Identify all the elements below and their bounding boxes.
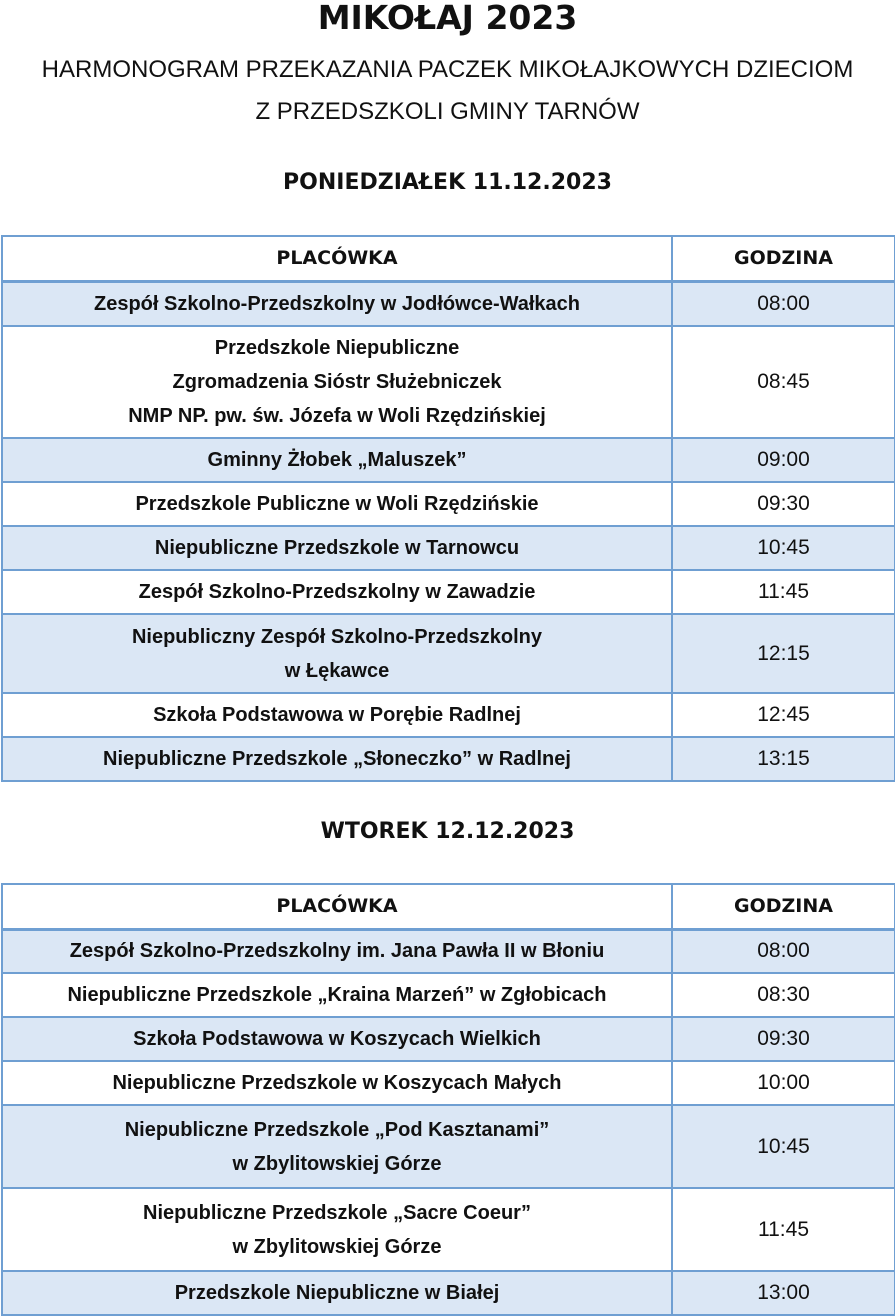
institution-cell bbox=[2, 614, 672, 693]
institution-cell bbox=[2, 1271, 672, 1315]
institution-name-line: Przedszkole Publiczne w Woli Rzędzińskie bbox=[135, 493, 539, 515]
table-row bbox=[2, 973, 895, 1017]
table-row bbox=[2, 482, 895, 526]
time-cell: 08:45 bbox=[672, 326, 895, 438]
institution-cell bbox=[2, 1105, 672, 1188]
table-row bbox=[2, 1017, 895, 1061]
time-cell: 09:30 bbox=[672, 482, 895, 526]
day-heading-monday: PONIEDZIAŁEK 11.12.2023 bbox=[283, 170, 612, 195]
institution-name-line: Gminny Żłobek „Maluszek” bbox=[207, 449, 467, 471]
day-heading-tuesday: WTOREK 12.12.2023 bbox=[320, 819, 575, 844]
table-row bbox=[2, 438, 895, 482]
time-cell: 10:45 bbox=[672, 526, 895, 570]
time-cell: 08:00 bbox=[672, 281, 895, 326]
table-row bbox=[2, 929, 895, 973]
institution-cell bbox=[2, 482, 672, 526]
table-row bbox=[2, 1271, 895, 1315]
table-header-row bbox=[2, 884, 895, 929]
table-row bbox=[2, 326, 895, 438]
column-header-place: PLACÓWKA bbox=[2, 236, 672, 281]
time-cell: 12:45 bbox=[672, 693, 895, 737]
table-body bbox=[2, 929, 895, 1315]
institution-name-line: Przedszkole Niepubliczne bbox=[214, 337, 460, 359]
institution-cell bbox=[2, 326, 672, 438]
time-cell: 08:30 bbox=[672, 973, 895, 1017]
schedule-table-tuesday bbox=[1, 883, 895, 1316]
document-title: MIKOŁAJ 2023 bbox=[317, 0, 578, 37]
table-header-row bbox=[2, 236, 895, 281]
institution-name-line: Niepubliczne Przedszkole „Pod Kasztanami” bbox=[124, 1118, 550, 1141]
table-row bbox=[2, 1188, 895, 1271]
institution-cell bbox=[2, 526, 672, 570]
institution-name-line: w Zbylitowskiej Górze bbox=[232, 1235, 442, 1258]
institution-cell bbox=[2, 929, 672, 973]
institution-cell bbox=[2, 693, 672, 737]
time-cell: 10:00 bbox=[672, 1061, 895, 1105]
table-row bbox=[2, 570, 895, 614]
institution-name-line: Niepubliczne Przedszkole w Koszycach Małych bbox=[112, 1072, 562, 1094]
institution-cell bbox=[2, 1017, 672, 1061]
institution-cell bbox=[2, 973, 672, 1017]
time-cell: 10:45 bbox=[672, 1105, 895, 1188]
institution-name-line: Niepubliczne Przedszkole „Sacre Coeur” bbox=[143, 1201, 531, 1224]
time-cell: 13:00 bbox=[672, 1271, 895, 1315]
institution-name-line: Zespół Szkolno-Przedszkolny w Zawadzie bbox=[138, 581, 536, 603]
table-row bbox=[2, 614, 895, 693]
institution-name-line: w Łękawce bbox=[284, 659, 390, 682]
institution-name-line: Przedszkole Niepubliczne w Białej bbox=[174, 1282, 500, 1304]
institution-cell bbox=[2, 1061, 672, 1105]
table-row bbox=[2, 1061, 895, 1105]
column-header-place: PLACÓWKA bbox=[2, 884, 672, 929]
institution-name-line: Niepubliczne Przedszkole w Tarnowcu bbox=[154, 537, 520, 559]
time-cell: 13:15 bbox=[672, 737, 895, 781]
institution-cell bbox=[2, 281, 672, 326]
institution-name-line: Zgromadzenia Sióstr Służebniczek bbox=[172, 371, 502, 393]
institution-name-line: Niepubliczne Przedszkole „Kraina Marzeń” w Zgłobicach bbox=[67, 984, 607, 1006]
institution-cell bbox=[2, 1188, 672, 1271]
table-row bbox=[2, 526, 895, 570]
institution-cell bbox=[2, 438, 672, 482]
schedule-table-monday bbox=[1, 235, 895, 782]
institution-cell bbox=[2, 737, 672, 781]
column-header-time: GODZINA bbox=[672, 236, 895, 281]
institution-name-line: Zespół Szkolno-Przedszkolny im. Jana Pawła II w Błoniu bbox=[69, 940, 605, 963]
table-row bbox=[2, 737, 895, 781]
column-header-time: GODZINA bbox=[672, 884, 895, 929]
table-row bbox=[2, 1105, 895, 1188]
table-row bbox=[2, 281, 895, 326]
subtitle-line-2: Z PRZEDSZKOLI GMINY TARNÓW bbox=[255, 98, 640, 125]
table-body bbox=[2, 281, 895, 781]
institution-name-line: NMP NP. pw. św. Józefa w Woli Rzędzińskiej bbox=[128, 405, 546, 427]
time-cell: 12:15 bbox=[672, 614, 895, 693]
time-cell: 09:00 bbox=[672, 438, 895, 482]
institution-name-line: Niepubliczne Przedszkole „Słoneczko” w Radlnej bbox=[103, 748, 571, 770]
institution-name-line: Szkoła Podstawowa w Porębie Radlnej bbox=[153, 704, 521, 726]
time-cell: 11:45 bbox=[672, 570, 895, 614]
table-row bbox=[2, 693, 895, 737]
institution-name-line: Szkoła Podstawowa w Koszycach Wielkich bbox=[133, 1028, 541, 1050]
time-cell: 09:30 bbox=[672, 1017, 895, 1061]
time-cell: 11:45 bbox=[672, 1188, 895, 1271]
institution-name-line: w Zbylitowskiej Górze bbox=[232, 1152, 442, 1175]
time-cell: 08:00 bbox=[672, 929, 895, 973]
institution-name-line: Zespół Szkolno-Przedszkolny w Jodłówce-Wałkach bbox=[93, 292, 581, 315]
institution-name-line: Niepubliczny Zespół Szkolno-Przedszkolny bbox=[131, 625, 543, 648]
subtitle-line-1: HARMONOGRAM PRZEKAZANIA PACZEK MIKOŁAJKOWYCH DZIECIOM bbox=[41, 56, 854, 83]
institution-cell bbox=[2, 570, 672, 614]
